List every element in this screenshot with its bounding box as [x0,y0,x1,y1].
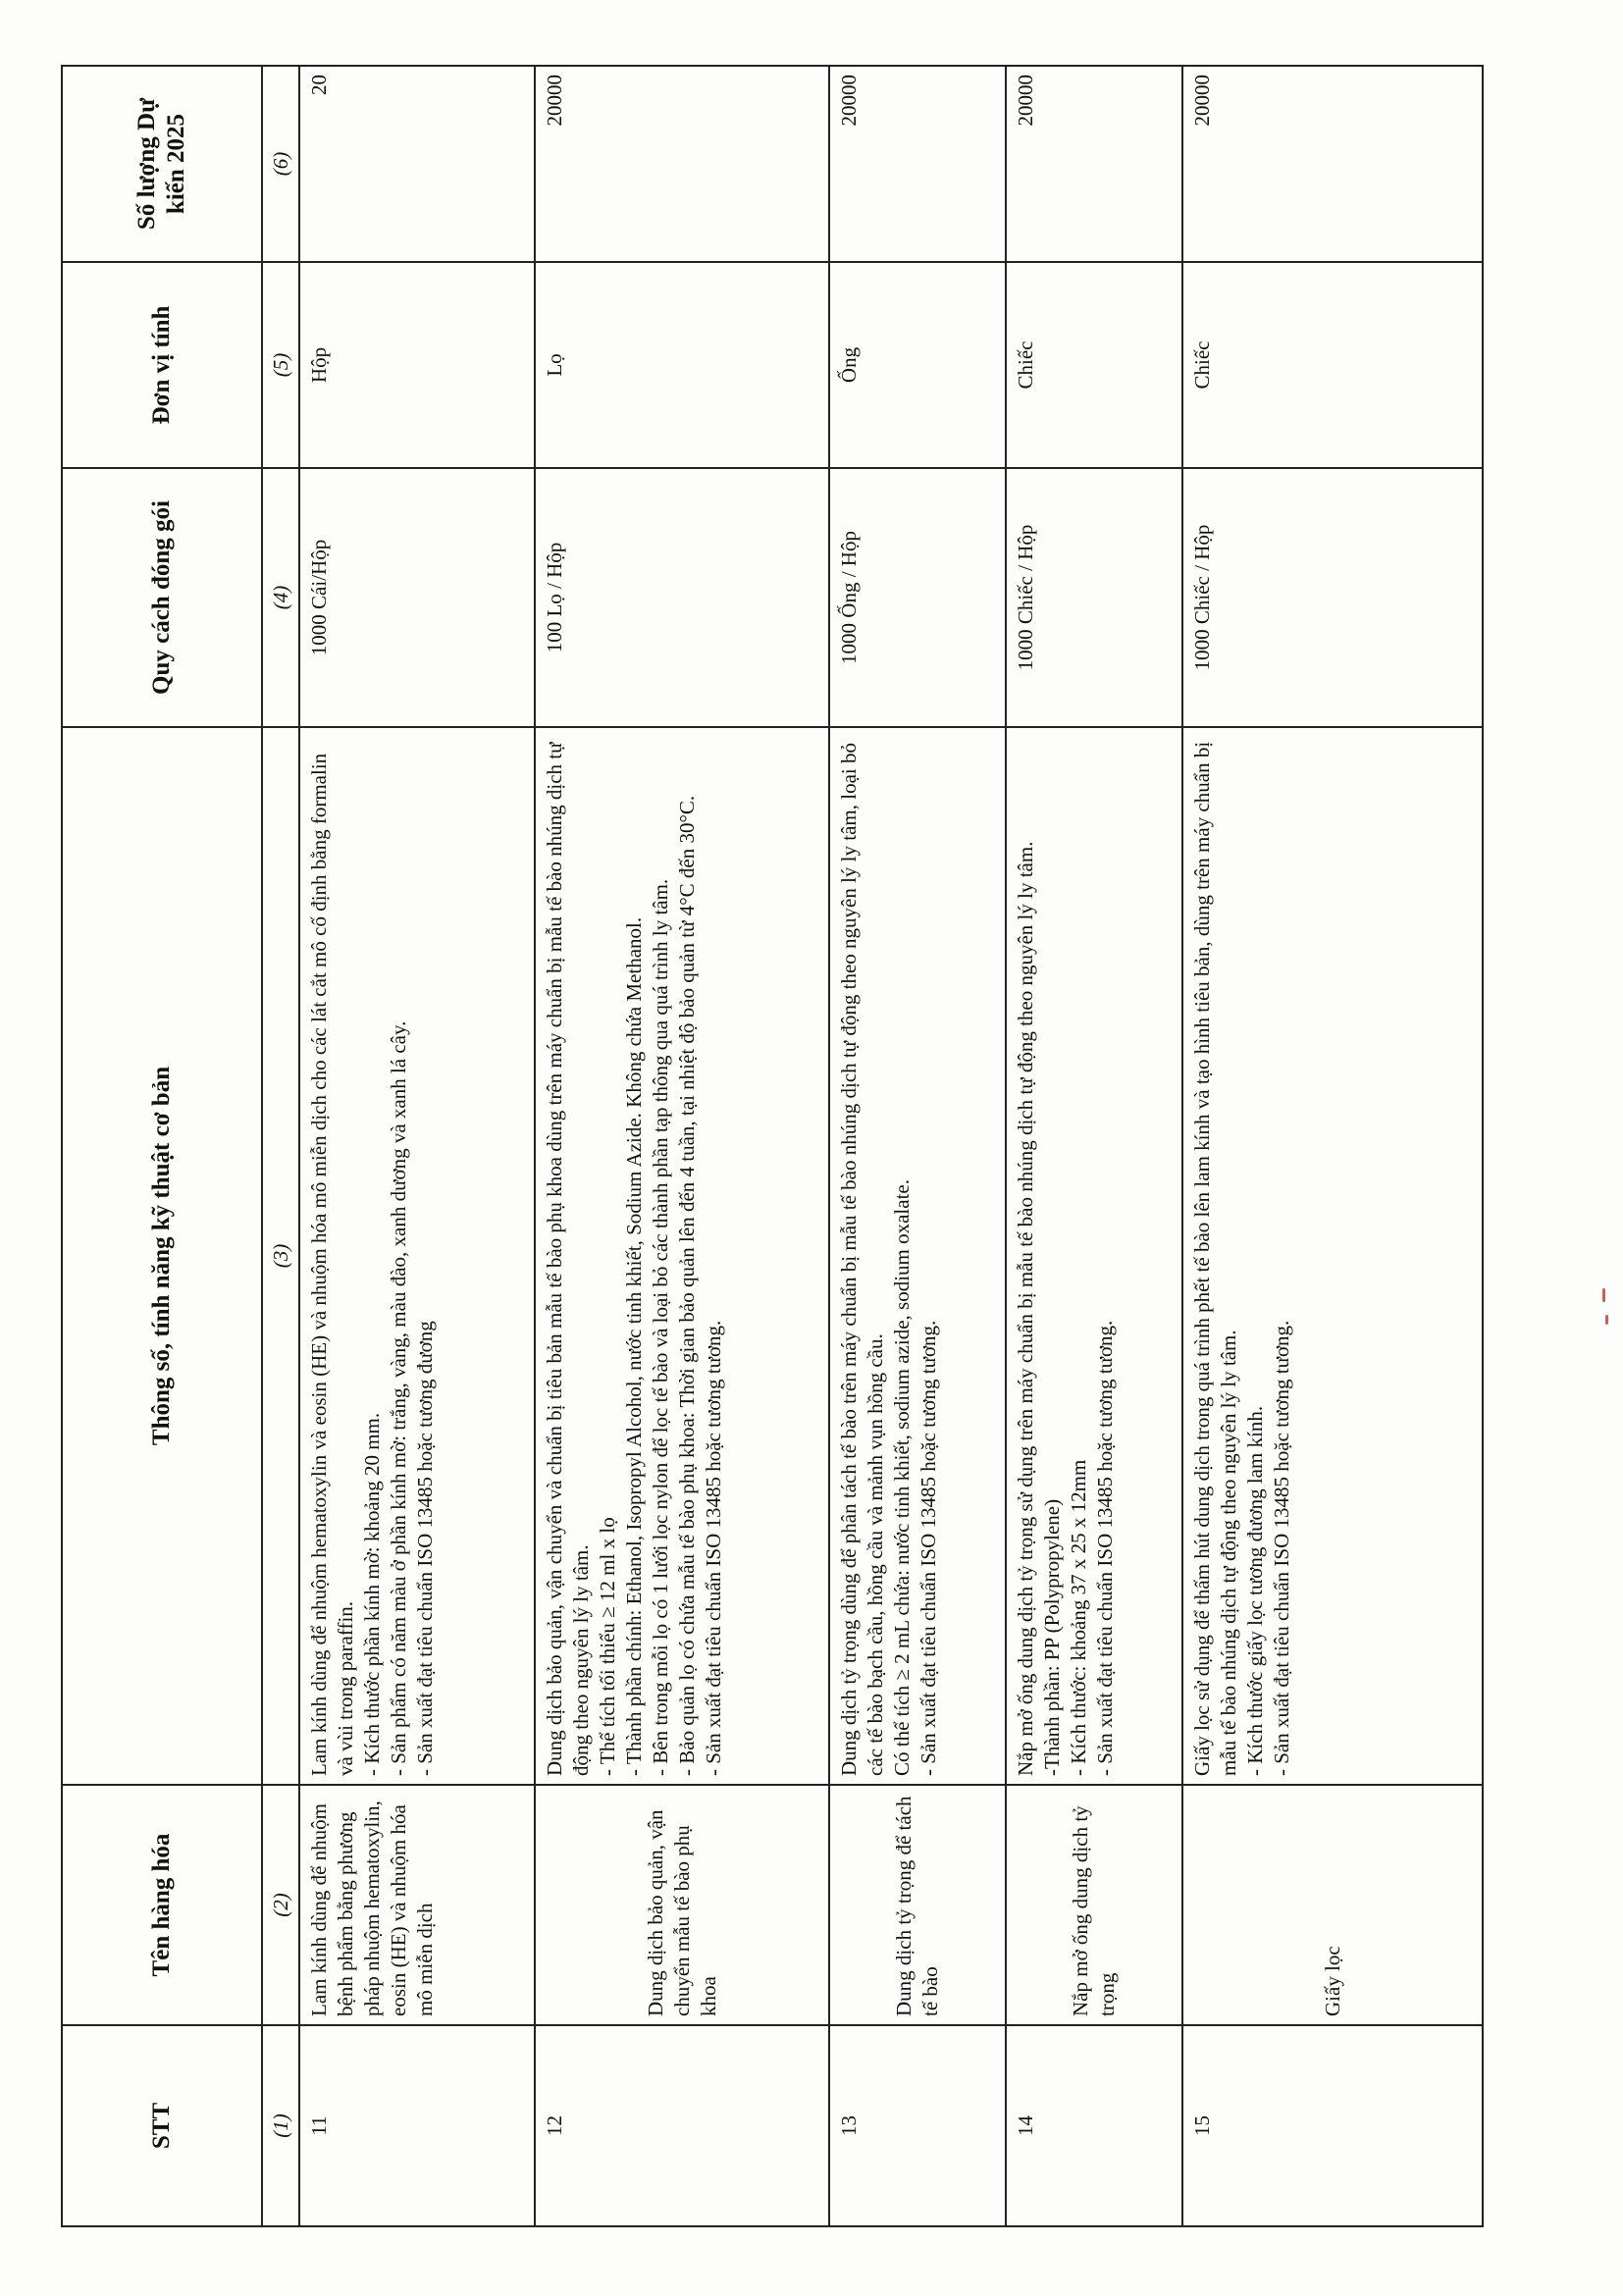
row-stt: 13 [829,2025,1006,2226]
row-spec [1006,727,1182,1785]
row-quantity: 20000 [535,66,829,262]
spec-line: -Thành phần: PP (Polypropylene) [1040,1498,1064,1776]
table-row [1006,66,1182,2226]
spec-line: Lam kính dùng để nhuộm hematoxylin và eosin (HE) và nhuộm hóa mô miễn dịch cho các lát cắt mô cố định bằng formalin và vùi trong paraffin. [307,753,357,1776]
spec-line: - Sản xuất đạt tiêu chuẩn ISO 13485 hoặc tương tương. [1093,1320,1117,1776]
spec-line: Dung dịch bảo quản, vận chuyển và chuẩn bị tiêu bản mẫu tế bào phụ khoa dùng trên máy chuẩn bị mẫu tế bào nhúng dịch tự động theo nguyên lý ly tâm. [543,742,593,1776]
row-item-name: Nắp mở ống dung dịch tỷ trọng [1006,1785,1182,2025]
row-unit: Chiếc [1182,262,1483,468]
spec-line: Nắp mở ống dung dịch tỷ trọng sử dụng trên máy chuẩn bị mẫu tế bào nhúng dịch tự động theo nguyên lý ly tâm. [1014,841,1037,1776]
row-quantity: 20000 [1182,66,1483,262]
row-stt: 11 [299,2025,535,2226]
row-unit: Lọ [535,262,829,468]
spec-line: - Sản xuất đạt tiêu chuẩn ISO 13485 hoặc tương đương [413,1321,437,1776]
row-item-name: Dung dịch tỷ trọng để tách tế bào [829,1785,1006,2025]
pen-mark [1602,1288,1605,1302]
row-stt: 12 [535,2025,829,2226]
spec-line: Có thể tích ≥ 2 mL chứa: nước tinh khiết, sodium azide, sodium oxalate. [890,1179,914,1776]
header-name: Tên hàng hóa [62,1785,262,2025]
column-number: (1) [262,2025,299,2226]
row-packaging: 1000 Chiếc / Hộp [1182,468,1483,727]
spec-line: - Sản xuất đạt tiêu chuẩn ISO 13485 hoặc tương tương. [1270,1320,1293,1776]
row-unit: Hộp [299,262,535,468]
table-row [1182,66,1483,2226]
table-row [829,66,1006,2226]
pen-mark [1605,1315,1608,1325]
row-quantity: 20 [299,66,535,262]
row-packaging: 1000 Ống / Hộp [829,468,1006,727]
row-unit: Chiếc [1006,262,1182,468]
header-stt: STT [62,2025,262,2226]
spec-line: - Thành phần chính: Ethanol, Isopropyl Alcohol, nước tinh khiết, Sodium Azide. Không chứa Methanol. [622,916,646,1776]
row-item-name: Giấy lọc [1182,1785,1483,2025]
column-number: (5) [262,262,299,468]
row-packaging: 1000 Cái/Hộp [299,468,535,727]
row-item-name: Lam kính dùng để nhuộm bệnh phẩm bằng phương pháp nhuộm hematoxylin, eosin (HE) và nhuộm hóa mô miễn dịch [299,1785,535,2025]
table-row [535,66,829,2226]
header-spec: Thông số, tính năng kỹ thuật cơ bản [62,727,262,1785]
column-number: (4) [262,468,299,727]
spec-line: - Sản xuất đạt tiêu chuẩn ISO 13485 hoặc tương tương. [916,1320,940,1776]
row-unit: Ống [829,262,1006,468]
header-qty: Số lượng Dự kiến 2025 [62,66,262,262]
column-number: (6) [262,66,299,262]
rotated-table-wrapper [61,67,1484,2227]
column-number: (3) [262,727,299,1785]
row-spec [299,727,535,1785]
column-number-row [262,66,299,2226]
row-item-name: Dung dịch bảo quản, vận chuyển mẫu tế bào phụ khoa [535,1785,829,2025]
spec-line: - Kích thước phần kính mờ: khoảng 20 mm. [360,1412,384,1776]
spec-line: - Bảo quản lọ có chứa mẫu tế bào phụ khoa: Thời gian bảo quản lên đến 4 tuần, tại nhiệt độ bảo quản từ 4°C đến 30°C. [675,795,699,1776]
column-number: (2) [262,1785,299,2025]
spec-line: - Bên trong mỗi lọ có 1 lưới lọc nylon để lọc tế bào và loại bỏ các thành phần tạp thông qua quá trình ly tâm. [649,878,672,1776]
table-row [299,66,535,2226]
header-unit: Đơn vị tính [62,262,262,468]
row-spec [1182,727,1483,1785]
spec-line: - Kích thước: khoảng 37 x 25 x 12mm [1067,1459,1090,1776]
spec-line: Giấy lọc sử dụng để thấm hút dung dịch trong quá trình phết tế bào lên lam kính và tạo hình tiêu bản, dùng trên máy chuẩn bị mẫu tế bào nhúng dịch tự động theo nguyên lý ly tâm. [1190,741,1240,1776]
specification-table [61,65,1484,2227]
row-quantity: 20000 [1006,66,1182,262]
row-stt: 14 [1006,2025,1182,2226]
header-pack: Quy cách đóng gói [62,468,262,727]
spec-line: - Kích thước giấy lọc tương đương lam kính. [1243,1405,1267,1776]
row-packaging: 1000 Chiếc / Hộp [1006,468,1182,727]
row-stt: 15 [1182,2025,1483,2226]
row-packaging: 100 Lọ / Hộp [535,468,829,727]
row-quantity: 20000 [829,66,1006,262]
row-spec [535,727,829,1785]
row-spec [829,727,1006,1785]
spec-line: - Thể tích tối thiểu ≥ 12 ml x lọ [596,1517,619,1776]
spec-line: - Sản phẩm có năm màu ở phần kính mờ: trắng, vàng, màu đào, xanh dương và xanh lá cây. [387,1020,410,1776]
spec-line: Dung dịch tỷ trọng dùng để phân tách tế bào trên máy chuẩn bị mẫu tế bào nhúng dịch tự động theo nguyên lý ly tâm, loại bỏ các tế bào bạch cầu, hồng cầu và mảnh vụn hồng cầu. [837,743,887,1776]
spec-line: - Sản xuất đạt tiêu chuẩn ISO 13485 hoặc tương tương. [702,1320,725,1776]
header-row [62,66,262,2226]
